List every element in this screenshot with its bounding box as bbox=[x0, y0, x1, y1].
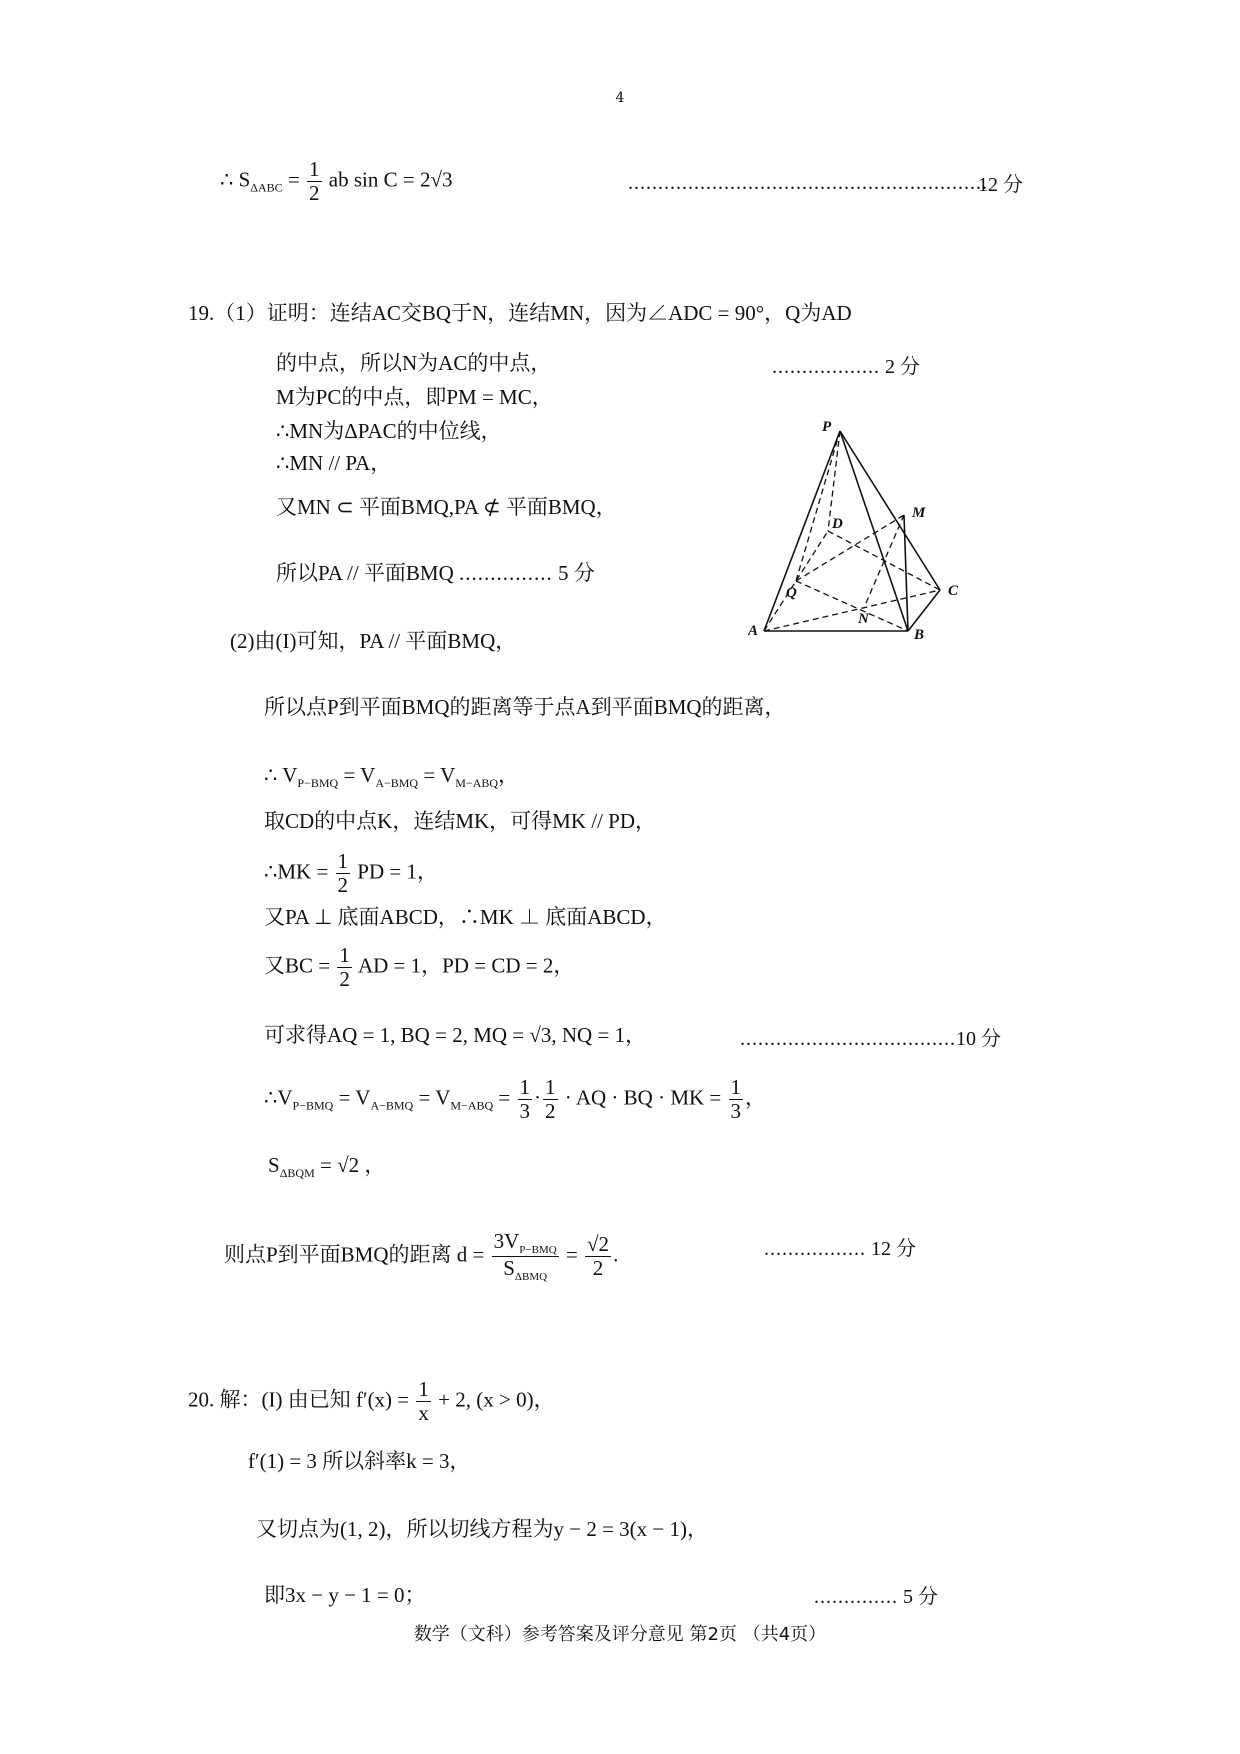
fraction-numerator: 1 bbox=[309, 157, 320, 181]
problem-19-line bbox=[276, 560, 595, 586]
score-value: 2 分 bbox=[885, 356, 920, 378]
fraction-denominator: 2 bbox=[339, 967, 350, 992]
math-text: ∴ S bbox=[220, 167, 251, 192]
fraction bbox=[336, 850, 351, 897]
fraction bbox=[307, 158, 322, 205]
label-D: D bbox=[832, 516, 843, 532]
problem-19-line: 的中点，所以N为AC的中点， bbox=[276, 351, 552, 375]
problem-19-line: 又MN ⊂ 平面BMQ,PA ⊄ 平面BMQ， bbox=[276, 495, 617, 519]
volume-result bbox=[264, 1076, 766, 1123]
problem-19-line: M为PC的中点，即PM = MC， bbox=[276, 385, 553, 409]
fraction-numerator: 1 bbox=[730, 1075, 742, 1099]
label-P: P bbox=[822, 419, 832, 435]
distance-formula bbox=[224, 1230, 618, 1284]
edge-PB bbox=[840, 431, 908, 631]
area-formula bbox=[220, 158, 452, 205]
fraction-denominator bbox=[492, 1257, 559, 1283]
fraction bbox=[729, 1076, 744, 1123]
score-value: 12 分 bbox=[871, 1238, 916, 1260]
problem-20-line: 即3x − y − 1 = 0； bbox=[264, 1583, 426, 1607]
label-M: M bbox=[912, 505, 926, 521]
math-subscript: A−BMQ bbox=[375, 776, 419, 791]
fraction bbox=[518, 1076, 533, 1123]
math-text: = √2 ， bbox=[314, 1153, 386, 1177]
math-subscript: M−ABQ bbox=[450, 1098, 494, 1113]
math-text: ab sin C = 2√3 bbox=[328, 167, 453, 192]
fraction bbox=[416, 1378, 431, 1425]
edge-QB bbox=[796, 581, 908, 631]
score-line bbox=[772, 350, 920, 379]
fraction bbox=[492, 1230, 559, 1284]
leader-dots: .................. bbox=[772, 356, 880, 378]
leader-dots: ............................................................ bbox=[628, 172, 988, 194]
math-text: 则点P到平面BMQ的距离 d = bbox=[224, 1242, 485, 1267]
fraction-numerator: 1 bbox=[339, 943, 350, 967]
fraction bbox=[543, 1076, 558, 1123]
math-text: = V bbox=[413, 1085, 451, 1110]
fraction-numerator bbox=[492, 1230, 559, 1257]
math-subscript: A−BMQ bbox=[370, 1098, 414, 1113]
score-value: 5 分 bbox=[903, 1586, 938, 1608]
math-text: = bbox=[493, 1085, 511, 1110]
problem-19-line: 所以点P到平面BMQ的距离等于点A到平面BMQ的距离， bbox=[264, 695, 786, 719]
math-text: S bbox=[268, 1153, 280, 1177]
fraction bbox=[337, 944, 352, 991]
fraction-denominator: 2 bbox=[309, 181, 320, 206]
problem-20-line bbox=[188, 1378, 555, 1425]
math-text: 所以PA // 平面BMQ bbox=[276, 561, 454, 585]
math-text: = bbox=[565, 1242, 578, 1267]
score-line bbox=[814, 1580, 938, 1609]
page-number: 4 bbox=[615, 90, 625, 106]
edge-DC bbox=[828, 531, 940, 590]
math-subscript: M−ABQ bbox=[455, 776, 499, 791]
math-text: = V bbox=[333, 1085, 371, 1110]
leader-dots: ............... bbox=[459, 561, 553, 585]
math-subscript: ΔBQM bbox=[279, 1166, 315, 1181]
math-text: · AQ · BQ · MK = bbox=[564, 1085, 722, 1110]
fraction-numerator: 1 bbox=[337, 849, 349, 873]
pyramid-diagram bbox=[748, 413, 988, 643]
problem-19-line: 可求得AQ = 1, BQ = 2, MQ = √3, NQ = 1， bbox=[264, 1023, 647, 1047]
score-value: 10 分 bbox=[956, 1028, 1001, 1050]
leader-dots: .............. bbox=[814, 1586, 898, 1608]
leader-dots: .................................... bbox=[740, 1028, 956, 1050]
math-text: = V bbox=[338, 763, 376, 787]
volume-equation bbox=[264, 762, 519, 796]
problem-19-line: ∴MN为ΔPAC的中位线， bbox=[276, 419, 502, 443]
math-text: 又BC = bbox=[264, 953, 331, 978]
fraction-denominator: 3 bbox=[730, 1099, 742, 1124]
fraction-numerator: 1 bbox=[418, 1377, 429, 1401]
math-text: . bbox=[613, 1242, 619, 1267]
fraction-denominator: 2 bbox=[337, 873, 349, 898]
math-text: · bbox=[534, 1085, 541, 1110]
problem-19-line: 19.（1）证明：连结AC交BQ于N，连结MN，因为∠ADC = 90°，Q为AD bbox=[188, 301, 852, 325]
math-text: S bbox=[503, 1256, 515, 1281]
math-text: AD = 1，PD = CD = 2， bbox=[357, 953, 575, 978]
math-text: ∴V bbox=[264, 1085, 293, 1110]
math-text: ， bbox=[498, 763, 520, 787]
problem-19-line: 又PA ⊥ 底面ABCD，∴MK ⊥ 底面ABCD， bbox=[264, 905, 667, 929]
fraction-numerator: 1 bbox=[519, 1075, 530, 1099]
math-subscript: ΔBMQ bbox=[514, 1271, 548, 1284]
problem-20-line: 又切点为(1, 2)，所以切线方程为y − 2 = 3(x − 1)， bbox=[256, 1517, 709, 1541]
score-value: 5 分 bbox=[558, 561, 595, 585]
problem-19-line: 取CD的中点K，连结MK，可得MK // PD， bbox=[264, 809, 657, 833]
problem-20-line: f′(1) = 3 所以斜率k = 3， bbox=[248, 1449, 471, 1473]
label-N: N bbox=[858, 611, 869, 627]
math-text: ∴ V bbox=[264, 763, 298, 787]
label-A: A bbox=[748, 623, 759, 639]
area-bqm bbox=[268, 1152, 385, 1186]
math-subscript: ΔABC bbox=[250, 180, 283, 195]
math-text: ， bbox=[745, 1085, 767, 1110]
score-line bbox=[740, 1022, 1001, 1051]
fraction-denominator: x bbox=[418, 1401, 429, 1426]
label-Q: Q bbox=[786, 585, 797, 601]
label-C: C bbox=[948, 583, 959, 599]
score-value: 12 分 bbox=[978, 174, 1023, 196]
math-text: PD = 1， bbox=[357, 859, 438, 884]
problem-19-line: (2)由(I)可知，PA // 平面BMQ， bbox=[230, 629, 517, 653]
math-text: 20. 解：(I) 由已知 f′(x) = bbox=[188, 1387, 410, 1412]
label-B: B bbox=[914, 627, 925, 643]
problem-19-line: ∴MN // PA， bbox=[276, 451, 392, 475]
edge-NM bbox=[866, 515, 904, 603]
math-text: 3V bbox=[493, 1229, 520, 1253]
score-line bbox=[764, 1232, 916, 1261]
math-text: = V bbox=[418, 763, 456, 787]
page-footer: 数学（文科）参考答案及评分意见 第2页 （共4页） bbox=[413, 1624, 827, 1645]
fraction-denominator: 2 bbox=[592, 1256, 604, 1281]
fraction-numerator: √2 bbox=[587, 1232, 610, 1257]
score-line bbox=[628, 172, 988, 195]
math-text: ∴MK = bbox=[264, 859, 329, 884]
bc-equation bbox=[264, 944, 574, 991]
math-text: + 2, (x > 0)， bbox=[438, 1387, 555, 1412]
fraction-denominator: 3 bbox=[519, 1099, 530, 1124]
math-subscript: P−BMQ bbox=[297, 776, 339, 791]
math-text: = bbox=[287, 167, 300, 192]
leader-dots: ................. bbox=[764, 1238, 866, 1260]
fraction-denominator: 2 bbox=[545, 1099, 556, 1124]
math-subscript: P−BMQ bbox=[519, 1244, 557, 1257]
math-subscript: P−BMQ bbox=[292, 1098, 334, 1113]
fraction-numerator: 1 bbox=[545, 1075, 556, 1099]
fraction bbox=[585, 1233, 611, 1280]
edge-BM bbox=[904, 515, 908, 631]
mk-equation bbox=[264, 850, 438, 897]
